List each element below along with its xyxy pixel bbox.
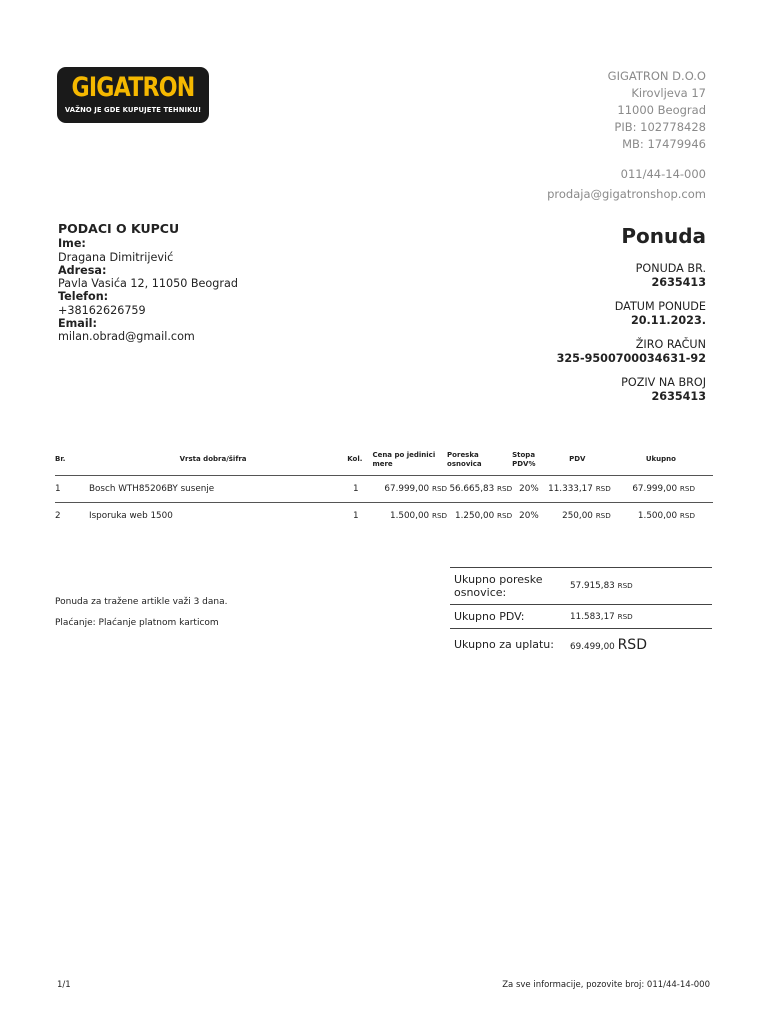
totals-row-grand (450, 629, 712, 661)
row-tax-base-value: 56.665,83 (449, 483, 495, 494)
row-vat-rate: 20% (519, 510, 539, 521)
company-city: 11000 Beograd (617, 103, 706, 117)
row-tax-base (447, 502, 512, 529)
customer-name: Dragana Dimitrijević (58, 250, 174, 264)
grand-total-value: 69.499,00 (570, 641, 615, 652)
offer-info (557, 224, 706, 403)
payment-note: Plaćanje: Plaćanje platnom karticom (55, 618, 219, 628)
row-qty: 1 (353, 510, 359, 521)
row-item: Bosch WTH85206BY susenje (89, 483, 215, 494)
col-header-vat: PDV (569, 455, 586, 464)
col-header-qty: Kol. (347, 455, 363, 464)
customer-info (58, 222, 238, 344)
row-vat-value: 250,00 (562, 510, 593, 521)
company-pib: PIB: 102778428 (614, 120, 706, 134)
col-header-no: Br. (55, 455, 66, 464)
offer-date: 20.11.2023. (630, 313, 706, 327)
currency-label: RSD (595, 510, 611, 520)
validity-note: Ponuda za tražene artikle važi 3 dana. (55, 597, 228, 607)
logo-wordmark: GIGATRON (71, 72, 195, 103)
row-vat (546, 502, 611, 529)
currency-label: RSD (497, 483, 513, 493)
customer-address: Pavla Vasića 12, 11050 Beograd (58, 277, 238, 291)
offer-date-label: DATUM PONUDE (614, 300, 706, 313)
row-unit-price-value: 1.500,00 (389, 510, 430, 521)
total-base (566, 568, 712, 605)
offer-notes (55, 597, 228, 629)
row-no: 2 (55, 510, 61, 521)
company-info (547, 68, 706, 203)
row-tax-base-value: 1.250,00 (455, 510, 495, 521)
currency-label: RSD (595, 483, 611, 493)
col-header-tax-base: Poreska osnovica (447, 450, 482, 468)
table-row (55, 502, 713, 529)
items-table-header (55, 450, 713, 475)
totals-row-base (450, 568, 712, 605)
offer-reference-label: POZIV NA BROJ (621, 376, 706, 389)
row-total-value: 67.999,00 (632, 483, 678, 494)
customer-heading: PODACI O KUPCU (58, 221, 180, 236)
row-no: 1 (55, 483, 61, 494)
customer-phone-label: Telefon: (58, 290, 109, 304)
row-total (611, 502, 713, 529)
row-total-value: 1.500,00 (637, 510, 678, 521)
offer-number-label: PONUDA BR. (635, 262, 706, 275)
company-name: GIGATRON D.O.O (607, 69, 706, 83)
totals-table (450, 567, 712, 661)
currency-label: RSD (431, 510, 448, 520)
page-number: 1/1 (57, 980, 71, 990)
grand-total (566, 629, 712, 661)
customer-phone: +38162626759 (58, 303, 146, 317)
row-unit-price-value: 67.999,00 (384, 483, 430, 494)
row-unit-price (372, 475, 447, 502)
total-base-label: Ukupno poreske osnovice: (454, 573, 543, 599)
table-row (55, 475, 713, 502)
total-vat (566, 605, 712, 629)
company-phone: 011/44-14-000 (620, 167, 706, 181)
customer-email: milan.obrad@gmail.com (58, 330, 195, 344)
company-logo (57, 67, 209, 123)
logo-tagline: VAŽNO JE GDE KUPUJETE TEHNIKU! (64, 105, 202, 114)
totals-row-vat (450, 605, 712, 629)
grand-total-label: Ukupno za uplatu: (454, 638, 554, 652)
currency-label: RSD (679, 483, 695, 493)
offer-reference: 2635413 (651, 389, 706, 403)
footer-info: Za sve informacije, pozovite broj: 011/44-14-000 (502, 980, 710, 990)
grand-total-currency: RSD (617, 636, 647, 653)
currency-label: RSD (679, 510, 695, 520)
currency-label: RSD (617, 611, 633, 621)
customer-name-label: Ime: (58, 237, 86, 251)
row-tax-base (447, 475, 512, 502)
row-vat-value: 11.333,17 (548, 483, 593, 494)
items-table (55, 450, 713, 529)
row-vat (546, 475, 611, 502)
company-street: Kirovljeva 17 (631, 86, 706, 100)
offer-title: Ponuda (621, 224, 706, 248)
offer-account: 325-9500700034631-92 (556, 351, 706, 365)
row-vat-rate: 20% (519, 483, 539, 494)
row-item: Isporuka web 1500 (89, 510, 173, 521)
total-vat-value: 11.583,17 (570, 611, 615, 622)
row-qty: 1 (353, 483, 359, 494)
currency-label: RSD (431, 483, 448, 493)
total-base-value: 57.915,83 (570, 581, 615, 591)
offer-number: 2635413 (651, 275, 706, 289)
col-header-total: Ukupno (645, 455, 676, 464)
row-unit-price (372, 502, 447, 529)
company-mb: MB: 17479946 (622, 137, 706, 151)
row-total (611, 475, 713, 502)
currency-label: RSD (497, 510, 513, 520)
customer-address-label: Adresa: (58, 263, 107, 277)
col-header-item: Vrsta dobra/šifra (179, 455, 247, 464)
customer-email-label: Email: (58, 317, 97, 331)
offer-account-label: ŽIRO RAČUN (635, 338, 706, 351)
currency-label: RSD (617, 581, 633, 590)
col-header-vat-rate: Stopa PDV% (512, 450, 536, 468)
col-header-unit-price: Cena po jedinici mere (372, 450, 436, 468)
total-vat-label: Ukupno PDV: (454, 610, 525, 623)
company-email: prodaja@gigatronshop.com (547, 187, 706, 201)
